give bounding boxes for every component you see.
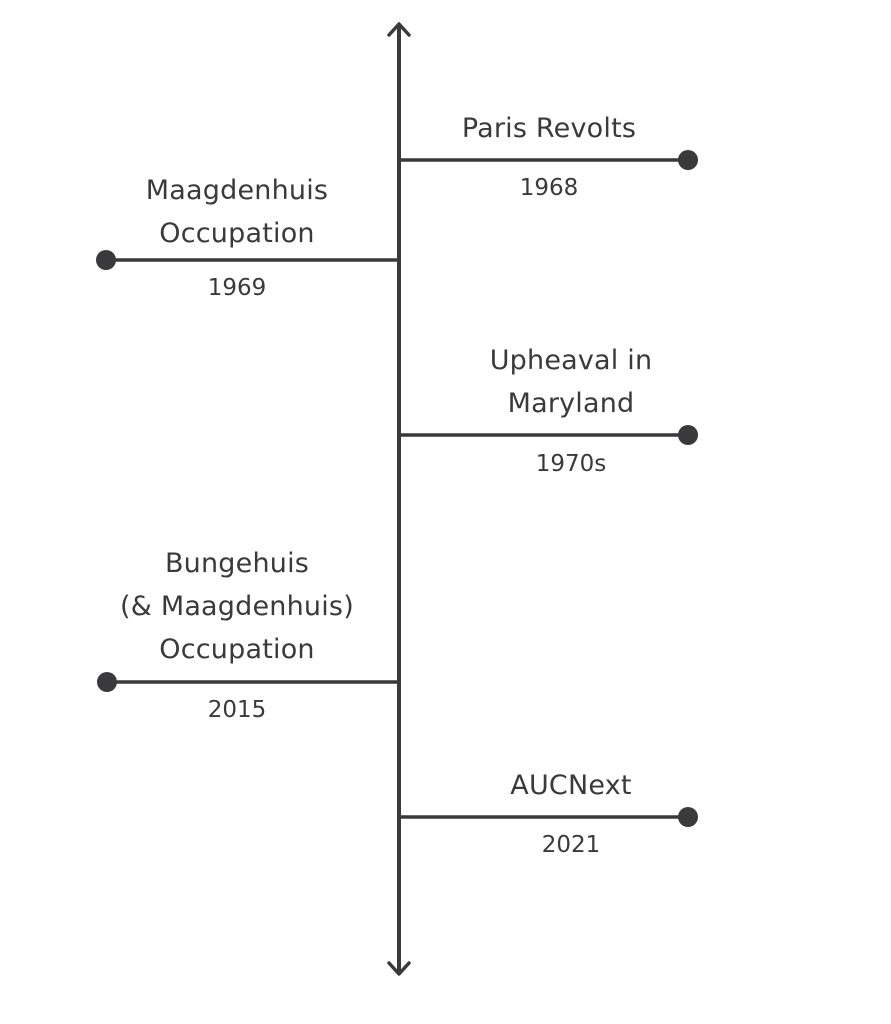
event-title-bungehuis-occupation: [87, 542, 387, 671]
event-title-line: Occupation: [159, 218, 315, 249]
event-year-2021: 2021: [541, 832, 601, 858]
event-branch-3: [399, 425, 698, 445]
event-year-2015: 2015: [207, 697, 267, 723]
event-year-1968: 1968: [519, 175, 579, 201]
branch-dot-icon: [678, 807, 698, 827]
event-title-upheaval-in-maryland: [421, 339, 721, 425]
event-title-line: AUCNext: [510, 770, 632, 801]
event-title-aucnext: [421, 764, 721, 807]
event-year-1970s: 1970s: [535, 451, 607, 477]
event-branch-5: [399, 807, 698, 827]
event-title-line: Occupation: [159, 634, 315, 665]
event-title-line: Maryland: [507, 388, 635, 419]
branch-dot-icon: [678, 425, 698, 445]
branch-dot-icon: [678, 150, 698, 170]
event-title-maagdenhuis-occupation: [87, 169, 387, 255]
event-title-line: Maagdenhuis: [145, 175, 329, 206]
event-branch-4: [97, 672, 399, 692]
branch-dot-icon: [97, 672, 117, 692]
event-title-line: Upheaval in: [489, 345, 653, 376]
event-year-1969: 1969: [207, 275, 267, 301]
event-title-line: Bungehuis: [164, 548, 310, 579]
event-title-paris-revolts: [399, 107, 699, 150]
event-title-line: Paris Revolts: [461, 113, 637, 144]
event-branch-1: [399, 150, 698, 170]
event-title-line: (& Maagdenhuis): [120, 591, 354, 622]
